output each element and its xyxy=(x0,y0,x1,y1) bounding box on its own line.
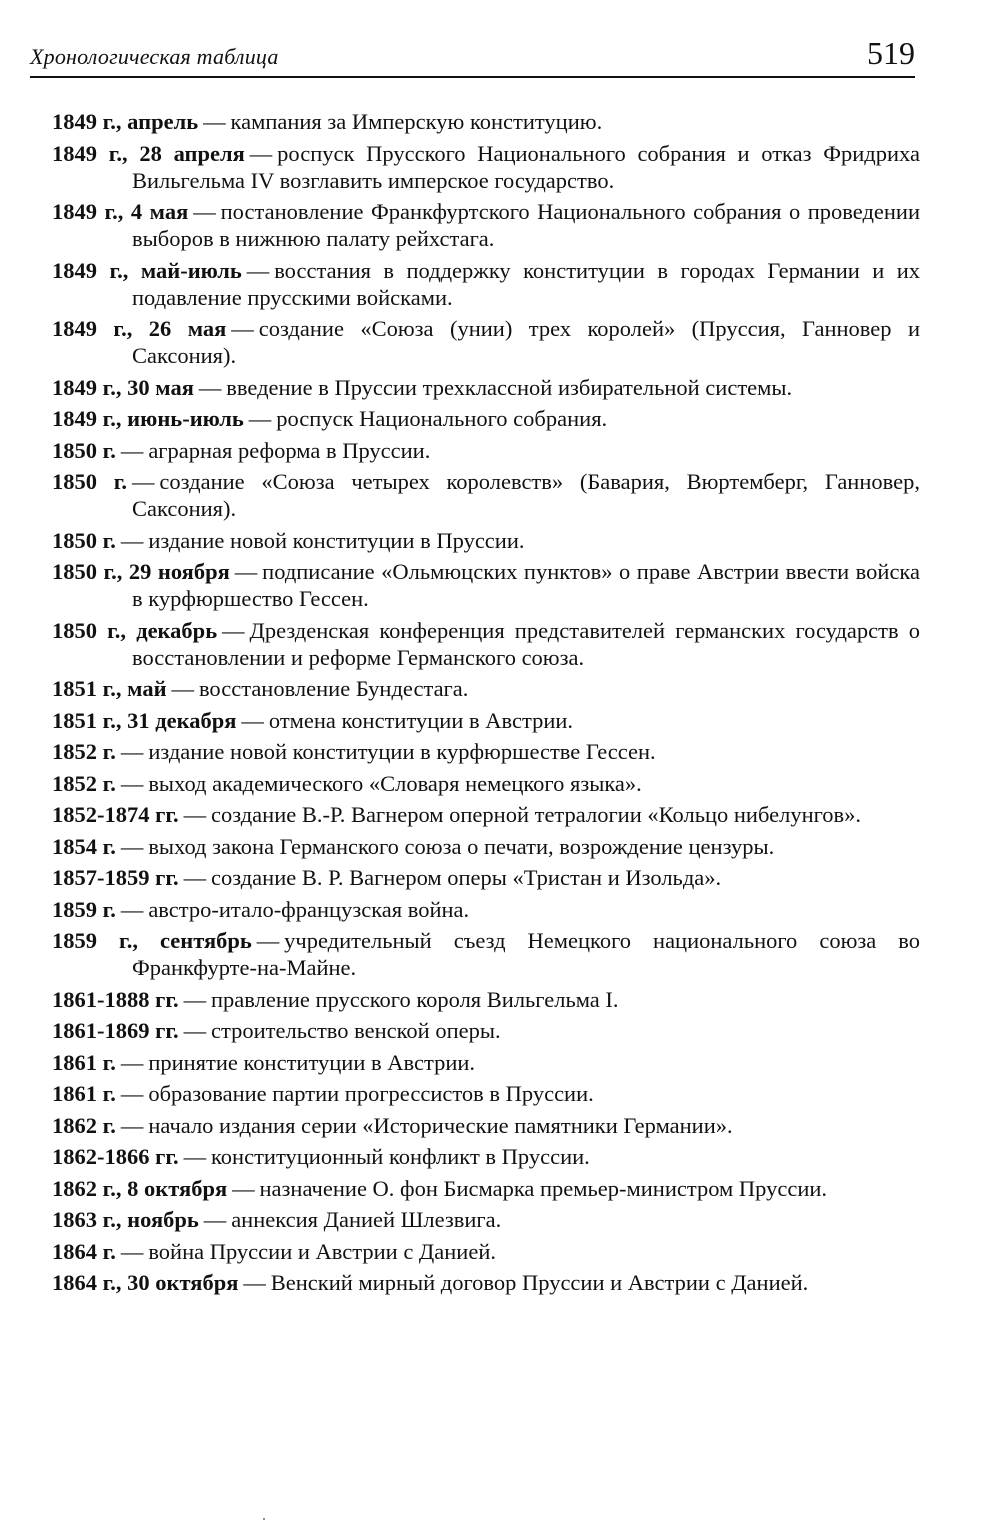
entry-text: издание новой конституции в Пруссии. xyxy=(148,527,525,553)
entry-dash: — xyxy=(193,199,216,224)
entry-date: 1861 г. xyxy=(52,1049,116,1075)
entry-date: 1861 г. xyxy=(52,1081,116,1106)
entry-date: 1849 г., май-июль xyxy=(52,257,242,283)
entry-dash: — xyxy=(232,1175,255,1201)
entry-text: аннексия Данией Шлезвига. xyxy=(231,1207,502,1232)
chronology-entry xyxy=(52,986,920,1013)
entry-dash: — xyxy=(183,865,207,890)
chronology-entry xyxy=(52,198,920,252)
entry-date: 1849 г., 28 апреля xyxy=(52,140,245,166)
entry-text: восстановление Бундестага. xyxy=(198,676,469,701)
entry-date: 1864 г. xyxy=(52,1238,116,1264)
entry-date: 1849 г., апрель xyxy=(52,109,199,134)
entry-dash: — xyxy=(120,1112,144,1138)
chronology-entry xyxy=(52,801,920,828)
entry-date: 1850 г., 29 ноября xyxy=(52,559,230,584)
entry-dash: — xyxy=(231,316,254,341)
chronology-entry xyxy=(52,558,920,612)
running-title: Хронологическая таблица xyxy=(30,44,279,69)
entry-text: отмена конституции в Австрии. xyxy=(268,707,574,733)
entry-dash: — xyxy=(246,257,270,283)
entry-text: роспуск Прусского Национального собрания и отказ Фридриха Вильгельма IV возглавить имперское государство. xyxy=(132,140,920,193)
entry-dash: — xyxy=(198,374,222,400)
entry-text: восстания в поддержку конституции в городах Германии и их подавление прусскими войсками. xyxy=(132,257,920,310)
chronology-entry xyxy=(52,1269,920,1296)
chronology-entry xyxy=(52,1049,920,1076)
entry-dash: — xyxy=(183,1144,207,1169)
entry-text: кампания за Имперскую конституцию. xyxy=(230,109,603,134)
entry-dash: — xyxy=(183,802,207,827)
entry-text: Дрезденская конференция представителей германских государств о восстановлении и реформе Германского союза. xyxy=(132,617,920,670)
running-head xyxy=(30,30,915,78)
scan-speck xyxy=(263,1518,265,1520)
entry-dash: — xyxy=(120,1238,144,1264)
chronology-entry xyxy=(52,527,920,554)
entry-text: подписание «Ольмюцских пунктов» о праве Австрии ввести войска в курфюршество Гессен. xyxy=(132,559,921,611)
entry-date: 1861-1888 гг. xyxy=(52,986,179,1012)
entry-text: создание «Союза (унии) трех королей» (Пруссия, Ганновер и Саксония). xyxy=(132,316,920,368)
entry-date: 1857-1859 гг. xyxy=(52,865,179,890)
entry-dash: — xyxy=(120,770,144,796)
entry-text: образование партии прогрессистов в Пруссии. xyxy=(148,1081,594,1106)
entry-text: постановление Франкфуртского Национального собрания о проведении выборов в нижнюю палату рейхстага. xyxy=(132,199,921,251)
entry-date: 1850 г. xyxy=(52,469,128,494)
entry-text: учредительный съезд Немецкого национального союза во Франкфурте-на-Майне. xyxy=(132,928,921,980)
entry-text: создание «Союза четырех королевств» (Бавария, Вюртемберг, Ганновер, Саксония). xyxy=(132,469,920,521)
chronology-entry xyxy=(52,927,920,981)
entry-dash: — xyxy=(234,559,258,584)
chronology-entry xyxy=(52,1175,920,1202)
entry-date: 1862-1866 гг. xyxy=(52,1144,179,1169)
chronology-entry xyxy=(52,675,920,702)
chronology-entry xyxy=(52,833,920,860)
entry-text: правление прусского короля Вильгельма I. xyxy=(211,986,619,1012)
entry-dash: — xyxy=(171,676,195,701)
entry-dash: — xyxy=(183,986,207,1012)
chronology-entry xyxy=(52,864,920,891)
entry-text: назначение О. фон Бисмарка премьер-министром Пруссии. xyxy=(259,1175,828,1201)
chronology-entry xyxy=(52,617,920,671)
entry-text: аграрная реформа в Пруссии. xyxy=(148,437,431,463)
entry-dash: — xyxy=(120,437,144,463)
chronology-entry xyxy=(52,108,920,135)
entry-date: 1852-1874 гг. xyxy=(52,802,179,827)
chronology-entry xyxy=(52,140,920,194)
entry-date: 1864 г., 30 октября xyxy=(52,1270,239,1295)
chronology-entry xyxy=(52,1080,920,1107)
chronology-entry xyxy=(52,1143,920,1170)
entry-date: 1851 г., май xyxy=(52,676,167,701)
entry-dash: — xyxy=(249,140,273,166)
entry-date: 1850 г. xyxy=(52,527,116,553)
entry-date: 1854 г. xyxy=(52,833,116,859)
chronology-entry xyxy=(52,374,920,401)
entry-date: 1852 г. xyxy=(52,739,116,764)
entry-text: роспуск Национального собрания. xyxy=(276,406,608,431)
entry-text: издание новой конституции в курфюршестве Гессен. xyxy=(148,739,656,764)
entry-dash: — xyxy=(203,109,226,134)
chronology-entry xyxy=(52,1017,920,1044)
chronology-entry xyxy=(52,1206,920,1233)
entry-dash: — xyxy=(183,1018,207,1043)
entry-text: создание В. Р. Вагнером оперы «Тристан и Изольда». xyxy=(211,865,722,890)
chronology-entry xyxy=(52,437,920,464)
chronology-entry xyxy=(52,468,920,522)
entry-dash: — xyxy=(120,1049,144,1075)
entry-dash: — xyxy=(120,527,144,553)
entry-date: 1849 г., 30 мая xyxy=(52,374,194,400)
entry-date: 1849 г., 26 мая xyxy=(52,316,227,341)
entry-dash: — xyxy=(120,1081,144,1106)
entry-text: австро-итало-французская война. xyxy=(148,896,470,922)
chronology-entry xyxy=(52,405,920,432)
entry-date: 1859 г. xyxy=(52,896,116,922)
entry-date: 1861-1869 гг. xyxy=(52,1018,179,1043)
entry-text: война Пруссии и Австрии с Данией. xyxy=(148,1238,496,1264)
entry-dash: — xyxy=(256,928,280,953)
entry-text: строительство венской оперы. xyxy=(211,1018,501,1043)
entry-dash: — xyxy=(120,896,144,922)
entry-date: 1849 г., июнь-июль xyxy=(52,406,244,431)
page-number: 519 xyxy=(867,35,915,71)
chronology-entry xyxy=(52,707,920,734)
entry-dash: — xyxy=(243,1270,266,1295)
entry-date: 1859 г., сентябрь xyxy=(52,928,252,953)
entry-dash: — xyxy=(248,406,272,431)
entry-text: введение в Пруссии трехклассной избирательной системы. xyxy=(226,374,793,400)
entry-date: 1850 г., декабрь xyxy=(52,617,218,643)
chronology-entry xyxy=(52,315,920,369)
entry-date: 1862 г., 8 октября xyxy=(52,1175,228,1201)
entry-dash: — xyxy=(120,833,144,859)
chronology-entry xyxy=(52,770,920,797)
entry-text: конституционный конфликт в Пруссии. xyxy=(211,1144,590,1169)
chronology-list xyxy=(52,108,920,1301)
entry-date: 1851 г., 31 декабря xyxy=(52,707,237,733)
entry-date: 1849 г., 4 мая xyxy=(52,199,189,224)
entry-dash: — xyxy=(222,617,245,643)
entry-text: начало издания серии «Исторические памятники Германии». xyxy=(148,1112,733,1138)
entry-text: создание В.-Р. Вагнером оперной тетралогии «Кольцо нибелунгов». xyxy=(211,802,862,827)
chronology-entry xyxy=(52,257,920,311)
entry-date: 1852 г. xyxy=(52,770,116,796)
entry-text: выход закона Германского союза о печати, возрождение цензуры. xyxy=(148,833,775,859)
entry-text: принятие конституции в Австрии. xyxy=(148,1049,476,1075)
chronology-entry xyxy=(52,738,920,765)
entry-date: 1863 г., ноябрь xyxy=(52,1207,199,1232)
chronology-entry xyxy=(52,1112,920,1139)
entry-date: 1862 г. xyxy=(52,1112,116,1138)
chronology-entry xyxy=(52,896,920,923)
entry-dash: — xyxy=(131,469,155,494)
entry-text: выход академического «Словаря немецкого языка». xyxy=(148,770,642,796)
chronology-entry xyxy=(52,1238,920,1265)
entry-dash: — xyxy=(203,1207,227,1232)
entry-dash: — xyxy=(241,707,264,733)
entry-dash: — xyxy=(120,739,144,764)
entry-text: Венский мирный договор Пруссии и Австрии с Данией. xyxy=(270,1270,809,1295)
entry-date: 1850 г. xyxy=(52,437,116,463)
